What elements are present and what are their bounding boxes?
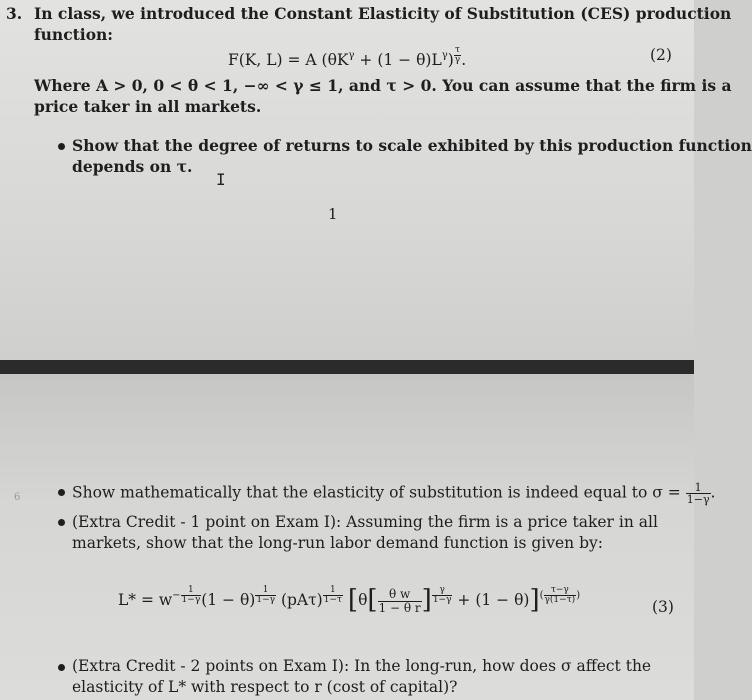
equation-2-exp-over: γ bbox=[454, 55, 461, 65]
eq3-part2: (1 − θ) bbox=[201, 591, 256, 609]
bullet-extra1-line1: (Extra Credit - 1 point on Exam I): Assuming the firm is a price taker in all bbox=[72, 513, 658, 531]
bullet-elasticity-text: Show mathematically that the elasticity of substitution is indeed equal to σ = bbox=[72, 483, 681, 502]
question-intro-line1: In class, we introduced the Constant Elasticity of Substitution (CES) production bbox=[34, 4, 732, 23]
eq3-outer-exp-num: τ−γ bbox=[544, 586, 577, 596]
page-number: 1 bbox=[328, 205, 338, 223]
eq3-outer-exp-den: γ(1−τ) bbox=[544, 595, 576, 605]
page-break bbox=[0, 360, 694, 374]
question-intro-line2: function: bbox=[34, 25, 114, 44]
equation-2 bbox=[228, 46, 466, 69]
equation-2-mid: + (1 − θ)L bbox=[354, 51, 442, 69]
bullet-returns-line1: Show that the degree of returns to scale exhibited by this production function bbox=[72, 136, 752, 155]
equation-2-gamma-2: γ bbox=[441, 50, 448, 61]
eq3-inner-exp-den: 1−γ bbox=[432, 595, 452, 605]
eq3-exp3-num: 1 bbox=[323, 586, 343, 596]
eq3-exp2-num: 1 bbox=[255, 586, 276, 596]
equation-2-number: (2) bbox=[650, 46, 672, 64]
bullet-elasticity bbox=[72, 482, 715, 505]
bullet-extra1-line2: markets, show that the long-run labor demand function is given by: bbox=[72, 534, 603, 552]
where-line2: price taker in all markets. bbox=[34, 97, 262, 116]
eq3-exp1-num: 1 bbox=[181, 586, 202, 596]
eq3-theta: θ bbox=[358, 591, 368, 609]
bullet-dot bbox=[58, 664, 65, 671]
eq3-inner-exp-num: γ bbox=[432, 586, 453, 596]
sigma-tail: . bbox=[710, 483, 716, 502]
eq3-exp3-den: 1−τ bbox=[323, 595, 342, 605]
bullet-dot bbox=[58, 519, 65, 526]
question-number: 3. bbox=[6, 4, 23, 23]
text-cursor-icon: I bbox=[216, 170, 226, 189]
equation-3-number: (3) bbox=[652, 598, 674, 616]
sigma-frac-num: 1 bbox=[686, 482, 711, 494]
equation-2-gamma: γ bbox=[348, 50, 355, 61]
eq3-exp1-den: 1−γ bbox=[181, 595, 201, 605]
eq3-plus: + (1 − θ) bbox=[457, 591, 530, 609]
eq3-inner-num: θ w bbox=[378, 588, 422, 602]
equation-3: $L* = w^{- \frac{1}{1-\gamma}}$ (1 − θ) $^{\frac{1}{1-\gamma}}$ (pAτ) $^{\frac{1}{1-\tau}}$ [θ[ $\frac{\text{θ w}}{\text{1 − θ r}}$ ] $^{\frac{\gamma}{1-\gamma}}$ + (1 − θ)]$^{( \frac{\tau-\gamma}{\gamma(1-\tau)} )}$ bbox=[118, 585, 581, 615]
eq3-exp2-den: 1−γ bbox=[256, 595, 275, 605]
equation-2-tail: . bbox=[461, 51, 467, 69]
bullet-extra2-line2: elasticity of L* with respect to r (cost of capital)? bbox=[72, 678, 458, 696]
equation-2-exp-tau: τ bbox=[455, 45, 460, 55]
bullet-dot bbox=[58, 489, 65, 496]
where-line1: Where A > 0, 0 < θ < 1, −∞ < γ ≤ 1, and τ > 0. You can assume that the firm is a bbox=[34, 76, 732, 95]
sigma-frac-den: 1−γ bbox=[686, 493, 710, 506]
eq3-lhs: L* = w bbox=[118, 591, 173, 609]
margin-mark: 6 bbox=[14, 492, 21, 503]
bullet-dot bbox=[58, 143, 65, 150]
bullet-extra2-line1: (Extra Credit - 2 points on Exam I): In the long-run, how does σ affect the bbox=[72, 657, 652, 675]
bullet-returns-line2: depends on τ. bbox=[72, 157, 193, 176]
equation-2-lhs: F(K, L) = A (θK bbox=[228, 51, 349, 69]
eq3-part3: (pAτ) bbox=[280, 591, 323, 609]
eq3-inner-den: 1 − θ r bbox=[378, 600, 421, 615]
equation-2-close: ) bbox=[447, 51, 454, 69]
